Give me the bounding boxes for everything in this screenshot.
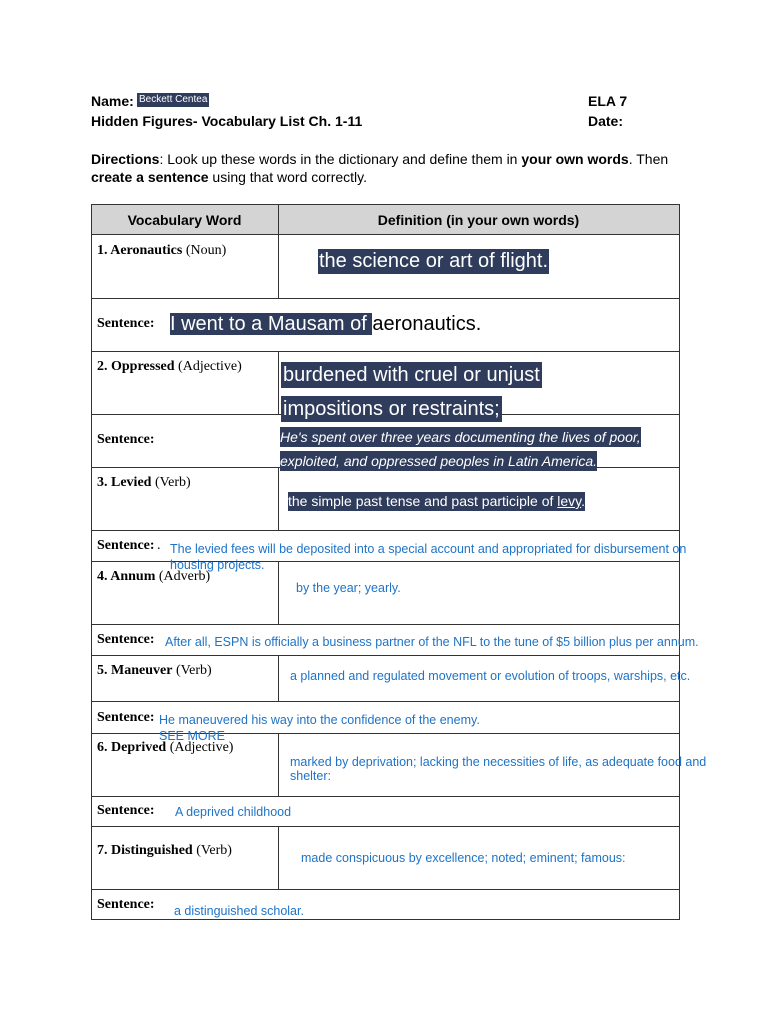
part-of-speech: (Noun): [182, 243, 227, 258]
vocab-word-name: 1. Aeronautics: [97, 243, 183, 258]
sentence-label: Sentence:: [97, 632, 155, 647]
vocab-word-name: 5. Maneuver: [97, 663, 173, 678]
directions-text: using that word correctly.: [208, 169, 368, 185]
definition-text[interactable]: [288, 492, 585, 511]
col-header-definition: Definition (in your own words): [377, 212, 580, 228]
definition-text[interactable]: shelter:: [290, 769, 331, 783]
vocab-word-name: 7. Distinguished: [97, 843, 193, 858]
table-divider: [278, 351, 279, 414]
part-of-speech: (Verb): [172, 663, 212, 678]
sentence-text[interactable]: housing projects.: [170, 558, 265, 572]
table-rule: [91, 826, 680, 827]
table-divider: [278, 467, 279, 530]
part-of-speech: (Verb): [151, 475, 191, 490]
table-rule: [91, 351, 680, 352]
definition-text[interactable]: the science or art of flight.: [319, 250, 549, 272]
vocab-word: [97, 740, 233, 756]
table-rule: [91, 919, 680, 920]
sentence-text[interactable]: exploited, and oppressed peoples in Latin America.: [280, 453, 598, 469]
name-field[interactable]: Beckett Centea: [139, 94, 208, 105]
vocab-word: [97, 663, 212, 679]
vocab-word-name: 2. Oppressed: [97, 359, 175, 374]
vocab-word-name: 3. Levied: [97, 475, 152, 490]
table-divider: [278, 204, 279, 298]
definition-part: .: [581, 493, 586, 509]
sentence-label: Sentence:: [97, 803, 155, 818]
directions-emphasis: your own words: [521, 151, 629, 167]
table-rule: [91, 624, 680, 625]
definition-text[interactable]: a planned and regulated movement or evolution of troops, warships, etc.: [290, 669, 691, 683]
page-title: Hidden Figures- Vocabulary List Ch. 1-11: [91, 113, 363, 129]
table-border: [679, 204, 680, 920]
table-divider: [278, 733, 279, 796]
sentence-highlight: I went to a Mausam of: [170, 313, 373, 335]
sentence-label: Sentence:: [97, 897, 155, 912]
table-rule: [91, 796, 680, 797]
sentence-mark: .: [157, 538, 161, 553]
class-label: ELA 7: [588, 93, 628, 109]
table-rule: [91, 298, 680, 299]
table-divider: [278, 655, 279, 701]
part-of-speech: (Verb): [192, 843, 232, 858]
definition-text[interactable]: impositions or restraints;: [283, 398, 500, 420]
see-more-link[interactable]: SEE MORE: [159, 729, 225, 743]
sentence-text[interactable]: After all, ESPN is officially a business partner of the NFL to the tune of $5 billion plus per annum.: [165, 635, 699, 649]
sentence-label: Sentence:: [97, 432, 155, 447]
directions: [91, 150, 691, 186]
table-rule: [91, 889, 680, 890]
part-of-speech: (Adjective): [174, 359, 242, 374]
sentence-text[interactable]: He maneuvered his way into the confidence of the enemy.: [159, 713, 480, 727]
vocab-word: [97, 569, 210, 585]
vocab-word: [97, 843, 232, 859]
table-rule: [91, 204, 680, 205]
date-label: Date:: [588, 113, 624, 129]
definition-text[interactable]: made conspicuous by excellence; noted; eminent; famous:: [301, 851, 626, 865]
part-of-speech: (Adverb): [155, 569, 211, 584]
col-header-word: Vocabulary Word: [127, 212, 242, 228]
table-rule: [91, 655, 680, 656]
vocab-word: [97, 475, 191, 491]
vocab-word: [97, 243, 226, 259]
sentence-text[interactable]: a distinguished scholar.: [174, 904, 304, 918]
sentence-text[interactable]: [170, 311, 481, 337]
name-label: Name:: [91, 93, 134, 109]
table-divider: [278, 561, 279, 624]
table-rule: [91, 701, 680, 702]
sentence-rest: aeronautics.: [372, 313, 482, 335]
sentence-text[interactable]: A deprived childhood: [175, 805, 292, 819]
table-rule: [91, 234, 680, 235]
definition-link[interactable]: levy: [557, 493, 582, 509]
part-of-speech: (Adjective): [166, 740, 234, 755]
directions-text: . Then: [628, 151, 669, 167]
table-divider: [278, 826, 279, 889]
definition-text[interactable]: marked by deprivation; lacking the necessities of life, as adequate food and: [290, 755, 707, 769]
vocab-word-name: 6. Deprived: [97, 740, 167, 755]
definition-part: the simple past tense and past participle of: [288, 493, 558, 509]
vocab-word: [97, 359, 242, 375]
table-rule: [91, 530, 680, 531]
sentence-text[interactable]: The levied fees will be deposited into a special account and appropriated for disbursement on: [170, 542, 687, 556]
sentence-label: Sentence:: [97, 710, 155, 725]
directions-text: : Look up these words in the dictionary and define them in: [159, 151, 522, 167]
sentence-text[interactable]: He's spent over three years documenting the lives of poor,: [280, 429, 641, 445]
directions-emphasis: create a sentence: [91, 169, 209, 185]
vocab-word-name: 4. Annum: [97, 569, 156, 584]
table-border: [91, 204, 92, 920]
sentence-label: Sentence:: [97, 316, 155, 331]
definition-text[interactable]: burdened with cruel or unjust: [283, 364, 540, 386]
definition-text[interactable]: by the year; yearly.: [296, 581, 401, 595]
directions-label: Directions: [91, 151, 160, 167]
sentence-label: Sentence:: [97, 538, 155, 553]
